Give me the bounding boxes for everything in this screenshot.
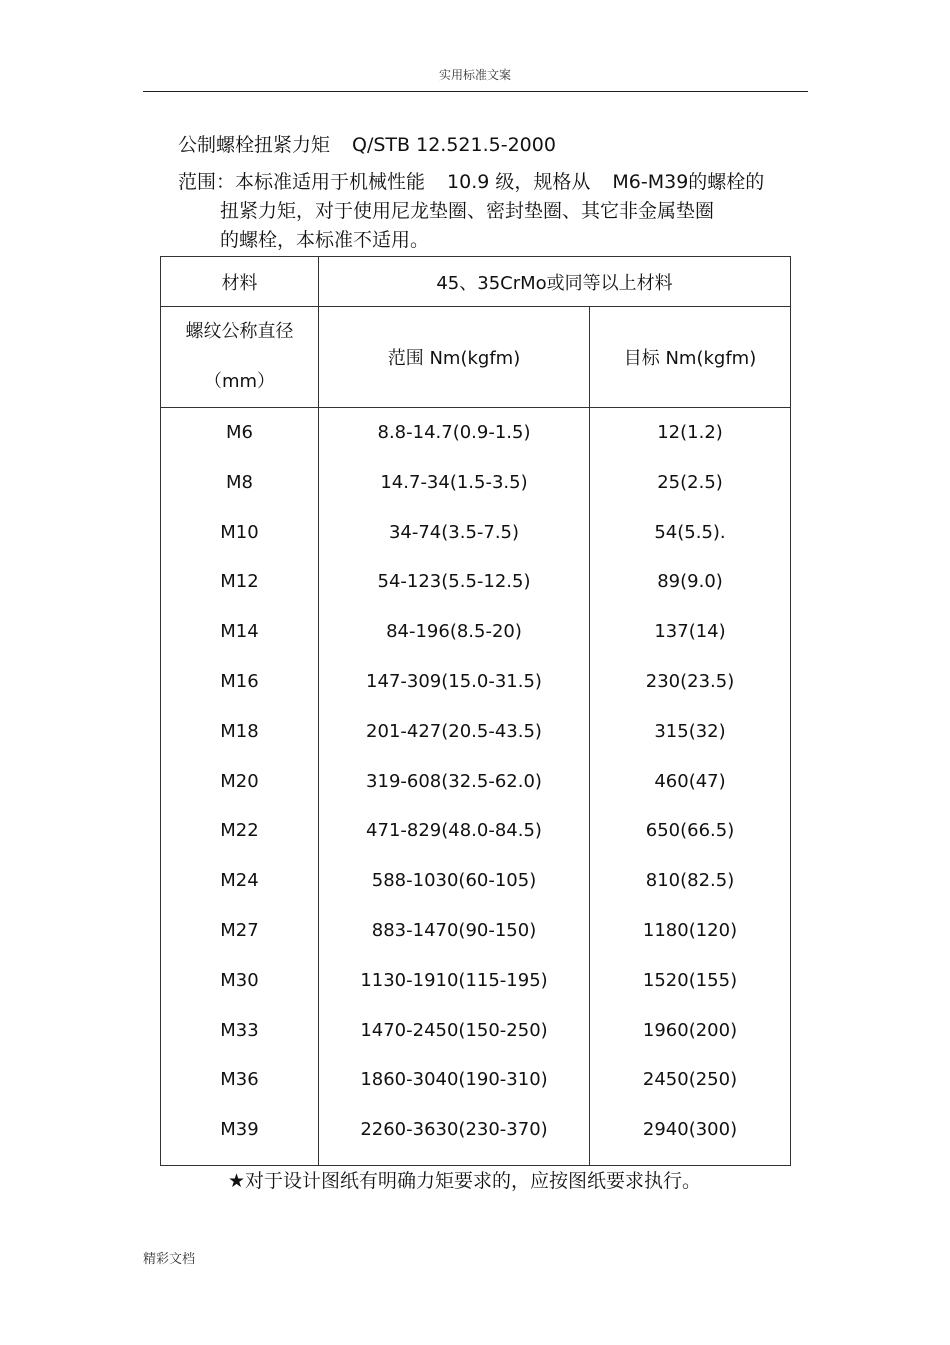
size-cell: M14 [220,621,259,643]
scope-line-1-c: M6-M39的螺栓的 [612,171,765,193]
size-cell: M20 [220,770,259,792]
range-header: 范围 Nm(kgfm) [319,307,590,408]
range-cell: 471-829(48.0-84.5) [366,820,542,842]
scope-line-3: 的螺栓，本标准不适用。 [220,229,430,251]
size-cell: M18 [220,720,259,742]
scope-line-2: 扭紧力矩，对于使用尼龙垫圈、密封垫圈、其它非金属垫圈 [220,200,715,222]
data-block [161,408,791,1166]
range-cell: 147-309(15.0-31.5) [366,670,542,692]
standard-code: Q/STB 12.521.5-2000 [352,134,556,156]
scope-line-1-a: 范围：本标准适用于机械性能 [178,171,426,193]
range-cell: 84-196(8.5-20) [386,621,522,643]
target-cell: 810(82.5) [645,870,735,892]
size-column [161,408,319,1166]
target-column [590,408,791,1166]
page-header: 实用标准文案 [438,68,511,82]
target-cell: 2450(250) [642,1069,738,1091]
range-cell: 319-608(32.5-62.0) [366,770,542,792]
diameter-header [161,307,319,408]
range-cell: 883-1470(90-150) [371,919,537,941]
size-cell: M8 [226,471,253,493]
scope-line-1-b: 10.9 级，规格从 [447,171,591,193]
material-label: 材料 [161,257,319,307]
size-cell: M30 [220,969,259,991]
range-column [319,408,590,1166]
title-name: 公制螺栓扭紧力矩 [178,134,331,156]
target-cell: 1520(155) [642,969,738,991]
note-text: ★对于设计图纸有明确力矩要求的，应按图纸要求执行。 [228,1170,702,1192]
range-cell: 14.7-34(1.5-3.5) [380,471,528,493]
size-cell: M16 [220,670,259,692]
target-cell: 315(32) [654,720,726,742]
target-cell: 460(47) [654,770,726,792]
range-cell: 2260-3630(230-370) [360,1119,548,1141]
range-cell: 54-123(5.5-12.5) [377,571,531,593]
size-cell: M27 [220,919,259,941]
target-cell: 1180(120) [642,919,738,941]
size-cell: M22 [220,820,259,842]
range-cell: 1860-3040(190-310) [360,1069,548,1091]
range-cell: 1470-2450(150-250) [360,1019,548,1041]
size-cell: M12 [220,571,259,593]
size-cell: M36 [220,1069,259,1091]
document-title [178,130,556,157]
scope-paragraph [178,168,818,255]
target-cell: 89(9.0) [657,571,723,593]
target-cell: 1960(200) [642,1019,738,1041]
header-divider [143,91,808,92]
range-cell: 34-74(3.5-7.5) [388,521,520,543]
material-value: 45、35CrMo或同等以上材料 [319,257,791,307]
size-cell: M6 [226,422,253,443]
target-cell: 25(2.5) [657,471,723,493]
target-header: 目标 Nm(kgfm) [590,307,791,408]
target-cell: 54(5.5). [654,521,726,543]
scope-line-1 [178,168,818,197]
size-cell: M24 [220,870,259,892]
target-cell: 137(14) [654,621,726,643]
torque-table [160,256,791,1166]
target-cell: 12(1.2) [657,422,723,443]
page-footer: 精彩文档 [143,1252,196,1267]
column-header-row [161,307,791,408]
size-cell: M10 [220,521,259,543]
range-cell: 8.8-14.7(0.9-1.5) [377,422,531,443]
diameter-label: 螺纹公称直径 [185,321,294,342]
material-row [161,257,791,307]
size-cell: M39 [220,1119,259,1141]
range-cell: 201-427(20.5-43.5) [366,720,542,742]
target-cell: 650(66.5) [645,820,735,842]
size-cell: M33 [220,1019,259,1041]
target-cell: 2940(300) [642,1119,738,1141]
range-cell: 588-1030(60-105) [371,870,537,892]
diameter-unit: （mm） [203,371,276,392]
target-cell: 230(23.5) [645,670,735,692]
range-cell: 1130-1910(115-195) [360,969,548,991]
